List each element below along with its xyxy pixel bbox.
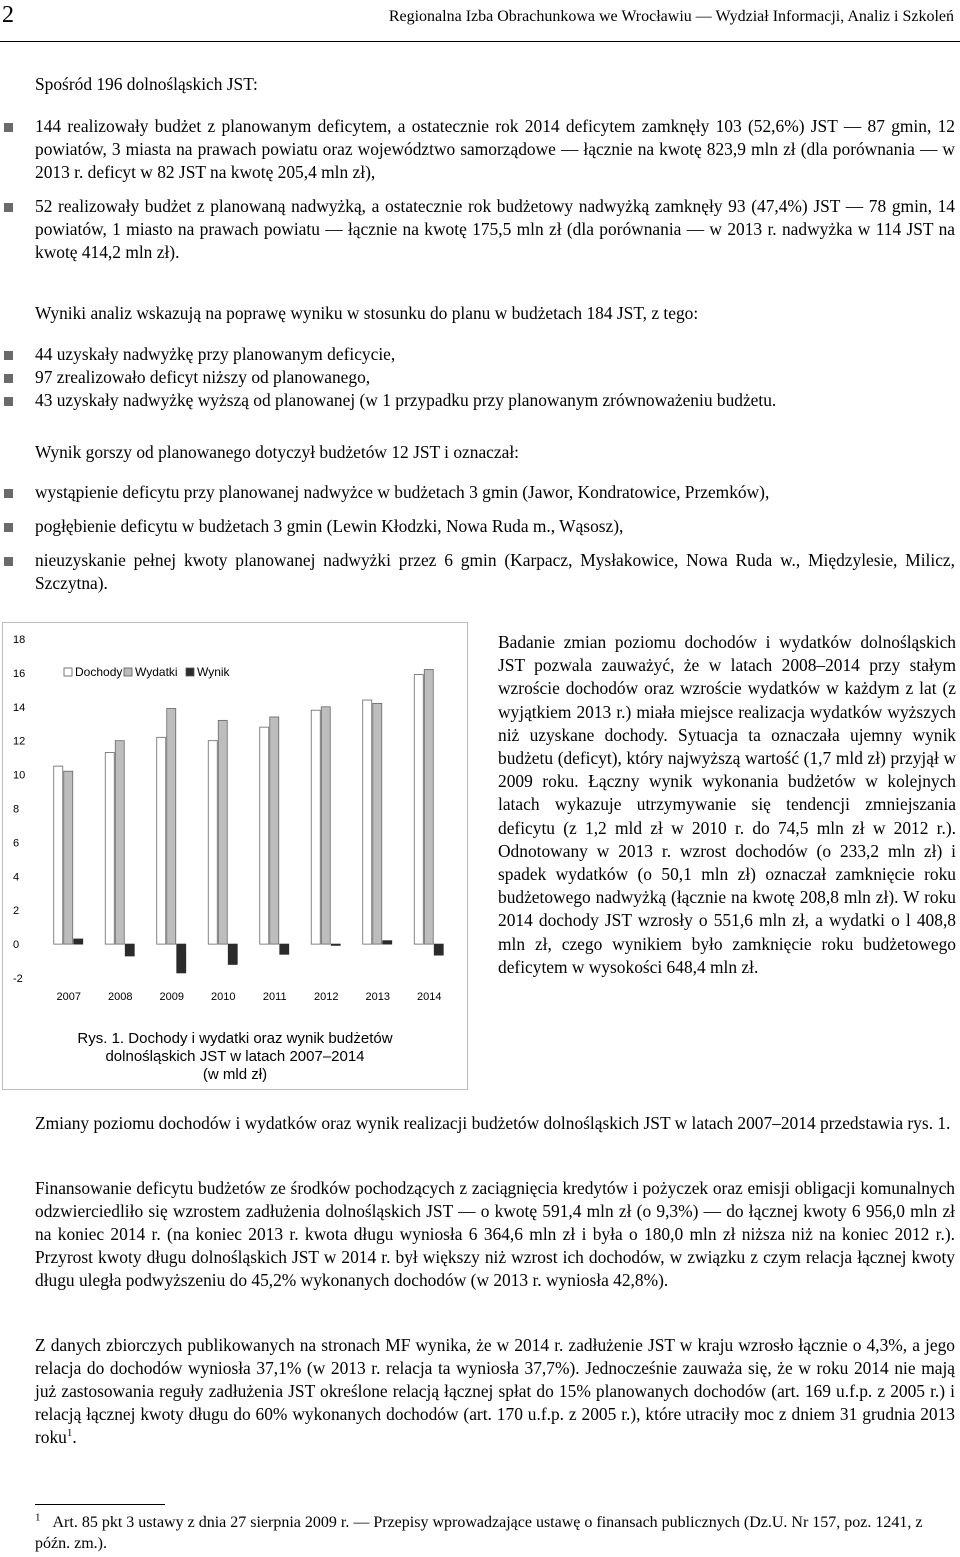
bar-dochody-2011 (260, 727, 269, 944)
bar-wydatki-2013 (373, 703, 382, 944)
bar-dochody-2008 (105, 753, 114, 945)
x-tick-label: 2014 (417, 991, 442, 1003)
legend-label-dochody: Dochody (75, 665, 123, 679)
bar-wydatki-2007 (64, 771, 73, 944)
worse-paragraph: Wynik gorszy od planowanego dotyczył budżetów 12 JST i oznaczał: (35, 442, 519, 462)
page-number: 2 (2, 2, 14, 28)
changes-paragraph: Zmiany poziomu dochodów i wydatków oraz wynik realizacji budżetów dolnośląskich JST w latach 2007–2014 przedstawia rys. 1. (35, 1113, 951, 1133)
bar-wydatki-2009 (167, 708, 176, 944)
mf-text: Z danych zbiorczych publikowanych na stronach MF wynika, że w 2014 r. zadłużenie JST w kraju wzrosło łącznie o 4,3%, a jego relacja do dochodów wyniosła 37,1% (w 2013 r. relacja ta wyniosła 37,7%). Jednocześnie zauważa się, że w roku 2014 nie mają już zastosowania reguły zadłużenia JST określone relacją łącznej spłat do 15% planowanych dochodów (art. 169 u.f.p. z 2005 r.) i relacją łącznej kwoty długu do 60% wykonanych dochodów (art. 170 u.f.p. z 2005 r.), które utraciły moc z dniem 31 grudnia 2013 roku (35, 1335, 955, 1447)
bar-wydatki-2011 (270, 717, 279, 944)
bar-wydatki-2012 (321, 707, 330, 944)
bullet-square-icon (4, 203, 13, 212)
list-item: 52 realizowały budżet z planowaną nadwyżką, a ostatecznie rok budżetowy nadwyżką zamknęły 93 (47,4%) JST — 78 gmin, 14 powiatów, 1 miasto na prawach powiatu — łącznie na kwotę 175,5 mln zł (dla porównania — w 2013 r. nadwyżka w 114 JST na kwotę 414,2 mln zł). (0, 195, 955, 264)
x-tick-label: 2008 (108, 991, 133, 1003)
x-tick-label: 2009 (159, 991, 184, 1003)
chart-caption (2, 1030, 468, 1084)
y-tick-label: 10 (13, 769, 26, 782)
budget-chart (3, 623, 467, 1089)
y-tick-label: -2 (13, 973, 23, 985)
y-tick-label: 6 (13, 837, 20, 850)
footnote-reference[interactable]: 1 (66, 1427, 73, 1440)
bar-wydatki-2014 (424, 670, 433, 945)
bar-dochody-2010 (208, 741, 217, 944)
y-tick-label: 12 (13, 735, 26, 748)
chart-frame (2, 622, 468, 1090)
legend-swatch-dochody (64, 668, 72, 676)
bullet-square-icon (4, 123, 13, 132)
y-tick-label: 4 (13, 871, 20, 884)
footnote (35, 1512, 955, 1554)
y-tick-label: 2 (13, 905, 20, 918)
legend-swatch-wynik (186, 668, 194, 676)
bar-wynik-2013 (383, 941, 392, 944)
y-tick-label: 0 (13, 939, 20, 952)
footnote-text: Art. 85 pkt 3 ustawy z dnia 27 sierpnia 2009 r. — Przepisy wprowadzające ustawę o finansach publicznych (Dz.U. Nr 157, poz. 1241, z późn. zm.). (35, 1514, 923, 1552)
list-item: pogłębienie deficytu w budżetach 3 gmin (Lewin Kłodzki, Nowa Ruda m., Wąsosz), (0, 515, 955, 538)
x-tick-label: 2007 (56, 991, 81, 1003)
bar-wynik-2014 (434, 944, 443, 955)
mf-paragraph: Z danych zbiorczych publikowanych na stronach MF wynika, że w 2014 r. zadłużenie JST w kraju wzrosło łącznie o 4,3%, a jego relacja do dochodów wyniosła 37,1% (w 2013 r. relacja ta wyniosła 37,7%). Jednocześnie zauważa się, że w roku 2014 nie mają już zastosowania reguły zadłużenia JST określone relacją łącznej spłat do 15% planowanych dochodów (art. 169 u.f.p. z 2005 r.) i relacją łącznej kwoty długu do 60% wykonanych dochodów (art. 170 u.f.p. z 2005 r.), które utraciły moc z dniem 31 grudnia 2013 roku$^1$. (35, 1335, 955, 1447)
improvement-list (0, 343, 960, 412)
x-tick-label: 2012 (314, 991, 339, 1003)
y-tick-label: 14 (13, 701, 26, 714)
bar-wydatki-2010 (218, 720, 227, 944)
bullet-square-icon (4, 351, 13, 360)
results-paragraph: Wyniki analiz wskazują na poprawę wyniku w stosunku do planu w budżetach 184 JST, z tego: (35, 303, 699, 323)
list-item: 97 zrealizowało deficyt niższy od planowanego, (0, 366, 955, 389)
worse-list (0, 481, 960, 606)
chart-commentary: Badanie zmian poziomu dochodów i wydatków dolnośląskich JST pozwala zauważyć, że w latach 2008–2014 przy stałym wzroście dochodów oraz wzroście wydatków w każdym z lat (z wyjątkiem 2013 r.) miała miejsce realizacja wydatków wyższych niż uzyskane dochody. Sytuacja ta oznaczała ujemny wynik budżetu (deficyt), który najwyższą wartość (1,7 mld zł) przyjął w 2009 roku. Łączny wynik wykonania budżetów w kolejnych latach wykazuje utrzymywanie się tendencji zmniejszania deficytu (z 1,2 mld zł w 2010 r. do 74,5 mln zł w 2012 r.). Odnotowany w 2013 r. wzrost dochodów (o 233,2 mln zł) i spadek wydatków (o 50,1 mln zł) oznaczał zamknięcie roku budżetowego nadwyżką (łącznie na kwotę 208,8 mln zł). W roku 2014 dochody JST wzrosły o 551,6 mln zł, a wydatki o l 408,8 mln zł, czego wynikiem było zamknięcie roku budżetowego deficytem w wysokości 648,4 mln zł. (498, 632, 956, 977)
bullet-square-icon (4, 397, 13, 406)
bar-dochody-2009 (157, 737, 166, 944)
legend-label-wydatki: Wydatki (135, 665, 178, 679)
x-tick-label: 2013 (365, 991, 390, 1003)
footnote-number: 1 (35, 1511, 41, 1524)
bar-wynik-2011 (280, 944, 289, 954)
x-tick-label: 2010 (211, 991, 236, 1003)
bar-wynik-2008 (125, 944, 134, 956)
jst-deficit-list (0, 115, 960, 264)
list-item: nieuzyskanie pełnej kwoty planowanej nadwyżki przez 6 gmin (Karpacz, Mysłakowice, Nowa Ruda w., Międzylesie, Milicz, Szczytna). (0, 549, 955, 595)
bullet-square-icon (4, 523, 13, 532)
y-tick-label: 8 (13, 803, 20, 816)
list-item: 44 uzyskały nadwyżkę przy planowanym deficycie, (0, 343, 955, 366)
bar-wydatki-2008 (115, 741, 124, 944)
bullet-square-icon (4, 489, 13, 498)
bar-wynik-2010 (228, 944, 237, 964)
bullet-square-icon (4, 557, 13, 566)
list-item: 43 uzyskały nadwyżkę wyższą od planowanej (w 1 przypadku przy planowanym zrównoważeniu budżetu. (0, 389, 955, 412)
list-item: 144 realizowały budżet z planowanym deficytem, a ostatecznie rok 2014 deficytem zamknęły 103 (52,6%) JST — 87 gmin, 12 powiatów, 3 miasta na prawach powiatu oraz województwo samorządowe — łącznie na kwotę 823,9 mln zł (dla porównania — w 2013 r. deficyt w 82 JST na kwotę 205,4 mln zł), (0, 115, 955, 184)
list-item: wystąpienie deficytu przy planowanej nadwyżce w budżetach 3 gmin (Jawor, Kondratowice, Przemków), (0, 481, 955, 504)
footnote-divider (35, 1504, 165, 1505)
legend-swatch-wydatki (124, 668, 132, 676)
bar-dochody-2014 (414, 675, 423, 945)
bar-wynik-2007 (74, 939, 83, 944)
bar-wynik-2012 (331, 944, 340, 945)
caption-line: Rys. 1. Dochody i wydatki oraz wynik budżetów (77, 1030, 393, 1047)
page-header (0, 0, 960, 42)
bullet-square-icon (4, 374, 13, 383)
caption-line: dolnośląskich JST w latach 2007–2014 (105, 1048, 365, 1065)
financing-paragraph: Finansowanie deficytu budżetów ze środków pochodzących z zaciągnięcia kredytów i pożyczek oraz emisji obligacji komunalnych odzwierciedliło się wzrostem zadłużenia dolnośląskich JST — o kwotę 591,4 mln zł (o 9,3%) — do łącznej kwoty 6 956,0 mln zł na koniec 2014 r. (na koniec 2013 r. kwota długu wyniosła 6 364,6 mln zł i była o 180,0 mln zł niższa niż na koniec 2012 r.). Przyrost kwoty długu dolnośląskich JST w 2014 r. był większy niż wzrost ich dochodów, w związku z czym relacja łącznej kwoty długu uległa podwyższeniu do 45,2% wykonanych dochodów (w 2013 r. wyniosła 42,8%). (35, 1178, 955, 1290)
x-tick-label: 2011 (262, 991, 287, 1003)
bar-dochody-2013 (363, 700, 372, 944)
bar-dochody-2007 (54, 766, 63, 944)
chart-legend (64, 665, 231, 679)
y-tick-label: 18 (13, 634, 26, 646)
caption-line: (w mld zł) (202, 1066, 268, 1083)
bar-wynik-2009 (177, 944, 186, 973)
y-tick-label: 16 (13, 667, 26, 680)
legend-label-wynik: Wynik (197, 665, 230, 679)
bar-dochody-2012 (311, 710, 320, 944)
header-title: Regionalna Izba Obrachunkowa we Wrocławiu — Wydział Informacji, Analiz i Szkoleń (388, 8, 954, 25)
intro-paragraph: Spośród 196 dolnośląskich JST: (35, 74, 258, 94)
